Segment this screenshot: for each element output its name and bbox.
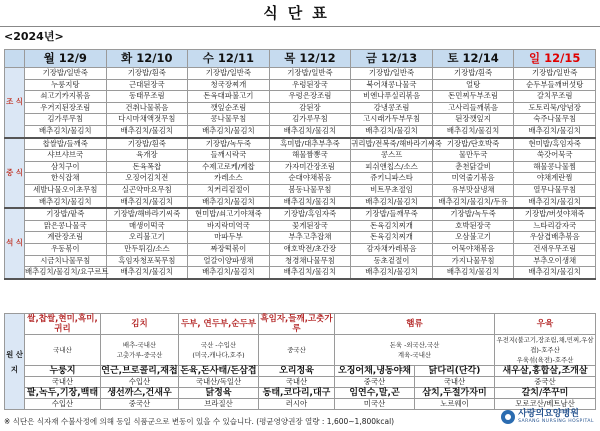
origin-item-name: 갈치/쭈꾸미 [495, 388, 596, 399]
menu-item: 순두부들깨버섯탕 [514, 79, 596, 91]
menu-item: 피쉬앤칩스/소스 [351, 161, 433, 173]
menu-item: 건새우무조림 [514, 243, 596, 255]
menu-item: 미역줄기볶음 [432, 173, 514, 185]
meal-category: 조 식 [5, 68, 25, 138]
menu-item: 오징어김치전 [106, 173, 188, 185]
menu-item: 고시래가두부무침 [351, 114, 433, 126]
menu-item: 마파두부 [188, 232, 270, 244]
menu-item: 우렁은장조림 [269, 91, 351, 103]
menu-item: 기장밥/흰죽 [432, 68, 514, 80]
origin-item-name: 쌀,찹쌀,현미,흑미,귀리 [25, 314, 101, 335]
menu-item: 현미밥/흑임자죽 [514, 138, 596, 150]
menu-item: 배추김치/물김치 [351, 125, 433, 137]
meal-row [5, 102, 596, 114]
origin-country: 모로코산/베트남산 [495, 399, 596, 410]
menu-item: 김가루무침 [269, 114, 351, 126]
origin-item-name: 팥,녹두,기장,백태 [25, 388, 101, 399]
meal-row [5, 173, 596, 185]
menu-item: 어묵야채볶음 [432, 243, 514, 255]
menu-item: 야채계란찜 [514, 173, 596, 185]
meal-row [5, 184, 596, 196]
origin-item-name: 연근,브로콜리,재첩 [101, 366, 178, 376]
menu-item: 기장밥/일반죽 [269, 68, 351, 80]
menu-item: 바지락미역국 [188, 220, 270, 232]
menu-item: 돈육김치찌개 [351, 232, 433, 244]
menu-item: 숙주나물무침 [514, 114, 596, 126]
menu-item: 깻잎순조림 [188, 102, 270, 114]
menu-item: 춘천닭갈비 [432, 161, 514, 173]
menu-item: 흑미밥/대추부추죽 [269, 138, 351, 150]
meal-row [5, 91, 596, 103]
origin-country: 우전지(불고기,장조림,채,민찌,우삼겹)-호주산 우육섞(육전)-호주산 [496, 336, 594, 364]
menu-item: 비트무초절임 [351, 184, 433, 196]
menu-item: 우삼겹배추볶음 [514, 232, 596, 244]
origin-country: 국산 -수입산 (미국,캐나다,호주) [179, 335, 259, 366]
menu-item: 쑥갓어묵국 [514, 150, 596, 162]
menu-item: 실곤약마요무침 [106, 184, 188, 196]
meal-row [5, 138, 596, 150]
day-header-sunday: 일 12/15 [514, 50, 596, 68]
menu-item: 배추김치/물김치 [432, 267, 514, 279]
origin-country: 국내산 [259, 377, 335, 388]
origin-item-name: 닭정육 [179, 388, 259, 399]
menu-item: 육개장 [106, 150, 188, 162]
menu-item: 기장밥/들깨무죽 [351, 208, 433, 220]
menu-item: 기장밥/녹두죽 [188, 138, 270, 150]
origin-item-name: 삼치,두절가자미 [415, 388, 495, 399]
origin-item-name: 햄류 [335, 314, 495, 335]
menu-item: 기장밥/단호박죽 [432, 138, 514, 150]
menu-item: 순대야채볶음 [269, 173, 351, 185]
meal-row [5, 79, 596, 91]
menu-item: 부추오이생채 [514, 255, 596, 267]
menu-item: 청국장찌개 [188, 79, 270, 91]
menu-item: 돈육대파불고기 [188, 91, 270, 103]
footnote: ※ 식단은 식자재 수불사정에 의해 동일 식품군으로 변동이 있을 수 있습니다. (평균영양권장 열량 : 1,600~1,800kcal) [4, 417, 395, 426]
menu-item: 흑임자청포묵무침 [106, 255, 188, 267]
meal-row [5, 68, 596, 80]
origin-country: 수입산 [25, 399, 101, 410]
menu-item: 치커리겉절이 [188, 184, 270, 196]
menu-item: 현미밥/쇠고기야채죽 [188, 208, 270, 220]
menu-item: 카레소스 [188, 173, 270, 185]
origin-label: 원 산 지 [5, 314, 25, 410]
origin-item-name: 두부, 연두부,순두부 [179, 314, 259, 335]
menu-item: 부추고추잡채 [269, 232, 351, 244]
menu-item: 동태무조림 [106, 91, 188, 103]
menu-item: 배추김치/물김치 [351, 196, 433, 208]
origin-country: 미국산 [335, 399, 415, 410]
meal-row [5, 114, 596, 126]
menu-item: 기장밥/일반죽 [514, 68, 596, 80]
origin-item-name: 누룽지 [25, 366, 101, 377]
origin-item-name: 김치 [101, 314, 179, 335]
menu-item: 만두튀김/소스 [106, 243, 188, 255]
meal-category: 중 식 [5, 138, 25, 209]
menu-item: 가지나물무침 [432, 255, 514, 267]
menu-item: 귀리밥/전복죽/해바라기씨죽 [351, 138, 433, 150]
origin-country: 중국산 [101, 399, 179, 410]
menu-item: 기장밥/버섯야채죽 [514, 208, 596, 220]
menu-item: 기장밥/흑임자죽 [269, 208, 351, 220]
origin-item-name: 오리정육 [259, 366, 335, 377]
menu-item: 배추김치/물김치/요구르트 [25, 267, 107, 279]
menu-item: 배추김치/물김치 [269, 267, 351, 279]
menu-item: 동초겉절이 [351, 255, 433, 267]
page-title: 식단표 [0, 0, 600, 27]
menu-item: 쥬키니파스타 [351, 173, 433, 185]
origin-row [5, 366, 596, 377]
menu-item: 한식잡채 [25, 173, 107, 185]
menu-item: 수제고로케/케찹 [188, 161, 270, 173]
menu-item: 배추김치/물김치 [514, 196, 596, 208]
menu-item: 김가루무침 [25, 114, 107, 126]
day-header: 수 12/11 [188, 50, 270, 68]
menu-item: 쇠고기카지볶음 [25, 91, 107, 103]
meal-row [5, 150, 596, 162]
menu-item: 배추김치/물김치 [514, 125, 596, 137]
origin-item-name: 새우살,홍합살,조개살 [495, 366, 596, 377]
origin-country: 수입산 [101, 377, 179, 388]
day-header: 토 12/14 [432, 50, 514, 68]
menu-item: 콩나물무침 [188, 114, 270, 126]
day-header: 금 12/13 [351, 50, 433, 68]
menu-item: 해물콩나물찜 [514, 161, 596, 173]
meal-row [5, 243, 596, 255]
menu-item: 시금치나물무침 [25, 255, 107, 267]
menu-item: 북어채콩나물국 [351, 79, 433, 91]
origin-country: 중국산 [259, 335, 335, 366]
menu-item: 삼치구이 [25, 161, 107, 173]
logo-name: 사랑의요양병원 [518, 409, 579, 419]
menu-item: 우렁된장국 [269, 79, 351, 91]
menu-item: 배추김치/물김치/두유 [432, 196, 514, 208]
menu-item: 호박된장국 [432, 220, 514, 232]
origin-country: 중국산 [495, 377, 596, 388]
day-header: 목 12/12 [269, 50, 351, 68]
day-header: 월 12/9 [25, 50, 107, 68]
logo-subtitle: SARANG NURSING HOSPITAL [518, 419, 594, 424]
menu-item: 가자미간장조림 [269, 161, 351, 173]
menu-item: 갈치무조림 [514, 91, 596, 103]
menu-item: 오삼불고기 [432, 232, 514, 244]
meal-row [5, 196, 596, 208]
menu-item: 비엔나푸실리볶음 [351, 91, 433, 103]
origin-country: 국내산 [415, 377, 495, 388]
meal-category: 석 식 [5, 208, 25, 279]
menu-item: 감자채카레볶음 [351, 243, 433, 255]
menu-item: 돈육폭찹 [106, 161, 188, 173]
menu-item: 돈육김치찌개 [351, 220, 433, 232]
menu-item: 짜장떡볶이 [188, 243, 270, 255]
corner-cell [5, 50, 25, 68]
menu-item: 강냉콩조림 [351, 102, 433, 114]
menu-item: 배추김치/물김치 [106, 267, 188, 279]
menu-item: 고사리들깨볶음 [432, 102, 514, 114]
meal-row [5, 267, 596, 279]
menu-item: 세발나물오이초무침 [25, 184, 107, 196]
origin-country: 국내산 [25, 377, 101, 388]
origin-country: 브라질산 [179, 399, 259, 410]
origin-country: 국내산 [25, 335, 101, 366]
menu-item: 배추김치/물김치 [25, 125, 107, 137]
meal-row [5, 232, 596, 244]
origin-country: 국내산/독일산 [179, 377, 259, 388]
menu-item: 기장밥/일반죽 [351, 68, 433, 80]
origin-item-name: 임연수,말,곤 [335, 388, 415, 399]
menu-item: 배추김치/물김치 [106, 196, 188, 208]
menu-item: 감된장 [269, 102, 351, 114]
origin-item-name: 우육 [495, 314, 596, 335]
menu-item: 청경채나물무침 [269, 255, 351, 267]
meal-row [5, 125, 596, 137]
origin-item-name: 오징어채,냉동야채 [335, 366, 415, 377]
origin-row [5, 335, 596, 366]
origin-row [5, 399, 596, 410]
origin-item-name: 돈육,돈사태/돈삼겹 [180, 366, 257, 376]
menu-item: 열무나물무침 [514, 184, 596, 196]
origin-row [5, 314, 596, 335]
menu-item: 배추김치/물김치 [432, 125, 514, 137]
menu-item: 건취나물볶음 [106, 102, 188, 114]
origin-country: 러시아 [259, 399, 335, 410]
origin-row [5, 388, 596, 399]
origin-table [4, 313, 596, 410]
menu-item: 유부맛살냉채 [432, 184, 514, 196]
menu-item: 근대된장국 [106, 79, 188, 91]
menu-item: 배추김치/물김치 [106, 125, 188, 137]
day-header: 화 12/10 [106, 50, 188, 68]
menu-item: 배추김치/물김치 [269, 125, 351, 137]
menu-item: 봄동나물무침 [269, 184, 351, 196]
menu-item: 들깨시락국 [188, 150, 270, 162]
day-header-row [5, 50, 596, 68]
menu-item: 누룽지탕 [25, 79, 107, 91]
menu-item: 기장밥/팥죽 [25, 208, 107, 220]
origin-country: 돈육 -외국산,국산 계육-국내산 [335, 335, 495, 366]
origin-country: 중국산 [335, 377, 415, 388]
meal-table [4, 49, 596, 280]
menu-item: 계란장조림 [25, 232, 107, 244]
meal-row [5, 208, 596, 220]
menu-item: 기장밥/녹두죽 [432, 208, 514, 220]
menu-item: 배추김치/물김치 [25, 196, 107, 208]
menu-item: 배추김치/물김치 [188, 267, 270, 279]
menu-item: 배추김치/물김치 [269, 196, 351, 208]
menu-item: 해물짬뽕국 [269, 150, 351, 162]
menu-item: 느타리감자국 [514, 220, 596, 232]
menu-item: 얼갈이양파생채 [188, 255, 270, 267]
menu-item: 물만두국 [432, 150, 514, 162]
meal-row [5, 161, 596, 173]
menu-item: 기장밥/일반죽 [188, 68, 270, 80]
menu-item: 돈민찌두부조림 [432, 91, 514, 103]
menu-item: 맑은콩나물국 [25, 220, 107, 232]
menu-item: 도토리묵/양념장 [514, 102, 596, 114]
menu-item: 배추김치/물김치 [188, 125, 270, 137]
hospital-logo [501, 410, 594, 424]
menu-item: 배추김치/물김치 [514, 267, 596, 279]
origin-item-name: 흑임자,들깨,고춧가루 [260, 314, 333, 334]
origin-item-name: 동태,코다리,대구 [259, 388, 335, 399]
menu-item: 된장깻잎지 [432, 114, 514, 126]
menu-item: 샤브샤브국 [25, 150, 107, 162]
menu-item: 배추김치/물김치 [351, 267, 433, 279]
year-label: <2024년> [4, 30, 64, 43]
menu-item: 우동볶이 [25, 243, 107, 255]
menu-item: 기장밥/일반죽 [25, 68, 107, 80]
menu-item: 매생이떡국 [106, 220, 188, 232]
logo-icon [501, 410, 515, 424]
meal-row [5, 220, 596, 232]
meal-row [5, 255, 596, 267]
menu-item: 기장밥/흰죽 [106, 138, 188, 150]
origin-item-name: 생선까스,건새우 [101, 388, 179, 399]
menu-item: 다시마채액젓무침 [106, 114, 188, 126]
menu-item: 애호박전/초간장 [269, 243, 351, 255]
origin-country: 배추-국내산 고춧가루-중국산 [101, 335, 179, 366]
menu-item: 기장밥/해바라기씨죽 [106, 208, 188, 220]
menu-item: 배추김치/물김치 [188, 196, 270, 208]
menu-item: 기장밥/흰죽 [106, 68, 188, 80]
menu-item: 콩스프 [351, 150, 433, 162]
menu-item: 우거지된장조림 [25, 102, 107, 114]
menu-item: 오리불고기 [106, 232, 188, 244]
menu-item: 찹쌀밥/들깨죽 [25, 138, 107, 150]
origin-item-name: 닭다리(단각) [415, 366, 495, 377]
origin-country: 노르웨이 [415, 399, 495, 410]
menu-item: 얼탕 [432, 79, 514, 91]
origin-row [5, 377, 596, 388]
menu-item: 꽃게된장국 [269, 220, 351, 232]
